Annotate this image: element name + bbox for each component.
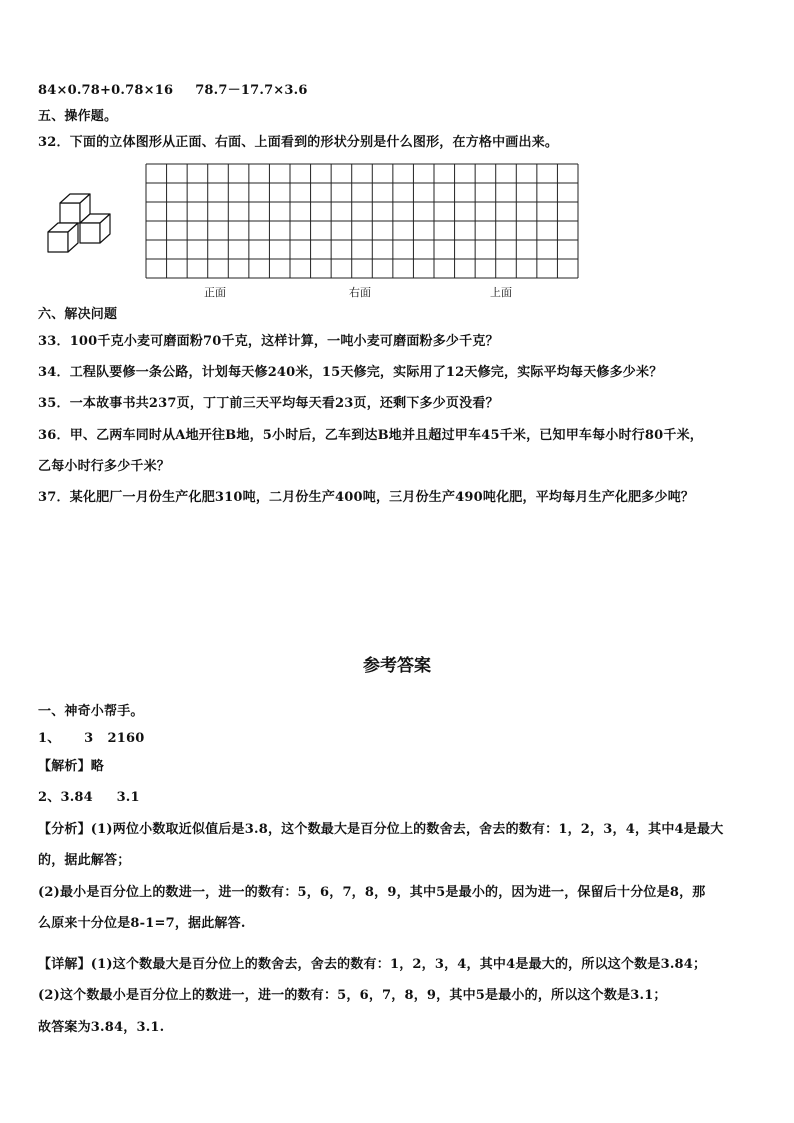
cube-right-front-face (80, 223, 100, 243)
question-34: 34．工程队要修一条公路，计划每天修240米，15天修完，实际用了12天修完，实际平均每天修多少米？ (38, 365, 663, 380)
question-36-line-1: 36．甲、乙两车同时从A地开往B地，5小时后，乙车到达B地并且超过甲车45千米，已知甲车每小时行80千米， (38, 428, 703, 443)
answer-2-analysis-line-1: 【分析】(1)两位小数取近似值后是3.8，这个数最大是百分位上的数舍去，舍去的数有：1，2，3，4，其中4是最大 (38, 822, 724, 837)
answer-2 (38, 789, 764, 807)
answer-2-detail-line-2: (2)这个数最小是百分位上的数进一，进一的数有：5，6，7，8，9，其中5是最小的，所以这个数是3.1； (38, 988, 667, 1003)
calc-line (38, 82, 764, 100)
question-32: 32．下面的立体图形从正面、右面、上面看到的形状分别是什么图形，在方格中画出来。 (38, 135, 559, 150)
question-37: 37．某化肥厂一月份生产化肥310吨，二月份生产400吨，三月份生产490吨化肥，平均每月生产化肥多少吨？ (38, 490, 695, 505)
grid-label-top: 上面 (490, 286, 512, 299)
answer-2-number: 2、 (38, 790, 61, 805)
answer-1-value-2: 2160 (107, 731, 145, 746)
cube-left-front-face (48, 232, 68, 252)
answer-1 (38, 730, 764, 748)
question-33: 33．100千克小麦可磨面粉70千克，这样计算，一吨小麦可磨面粉多少千克？ (38, 334, 499, 349)
calc-expression-1: 84×0.78+0.78×16 (38, 83, 174, 98)
answer-2-detail-line-1: 【详解】(1)这个数最大是百分位上的数舍去，舍去的数有：1，2，3，4，其中4是最大的，所以这个数是3.84； (38, 957, 707, 972)
answer-2-analysis-line-3: (2)最小是百分位上的数进一，进一的数有：5，6，7，8，9，其中5是最小的，因为进一，保留后十分位是8，那 (38, 885, 706, 900)
question-35: 35．一本故事书共237页，丁丁前三天平均每天看23页，还剩下多少页没看？ (38, 396, 499, 411)
answer-1-number: 1、 (38, 731, 61, 746)
answer-2-conclusion: 故答案为3.84，3.1. (38, 1020, 165, 1035)
cube-figure (44, 190, 116, 260)
answer-1-value-1: 3 (84, 731, 94, 746)
grid-label-front: 正面 (204, 286, 226, 299)
answers-section-1: 一、神奇小帮手。 (38, 704, 144, 719)
answer-2-analysis-line-4: 么原来十分位是8-1=7，据此解答. (38, 916, 246, 931)
section-6-title: 六、解决问题 (38, 307, 118, 322)
cube-top-front-face (60, 203, 80, 223)
section-5-title: 五、操作题。 (38, 109, 118, 124)
answer-2-analysis-line-2: 的，据此解答； (38, 853, 131, 868)
grid-label-right: 右面 (349, 286, 371, 299)
drawing-grid (144, 162, 580, 280)
answers-title: 参考答案 (363, 656, 431, 676)
answer-1-analysis: 【解析】略 (38, 759, 105, 774)
answer-2-value-1: 3.84 (60, 790, 93, 805)
answer-2-value-2: 3.1 (116, 790, 140, 805)
calc-expression-2: 78.7－17.7×3.6 (195, 83, 308, 98)
question-36-line-2: 乙每小时行多少千米？ (38, 459, 171, 474)
